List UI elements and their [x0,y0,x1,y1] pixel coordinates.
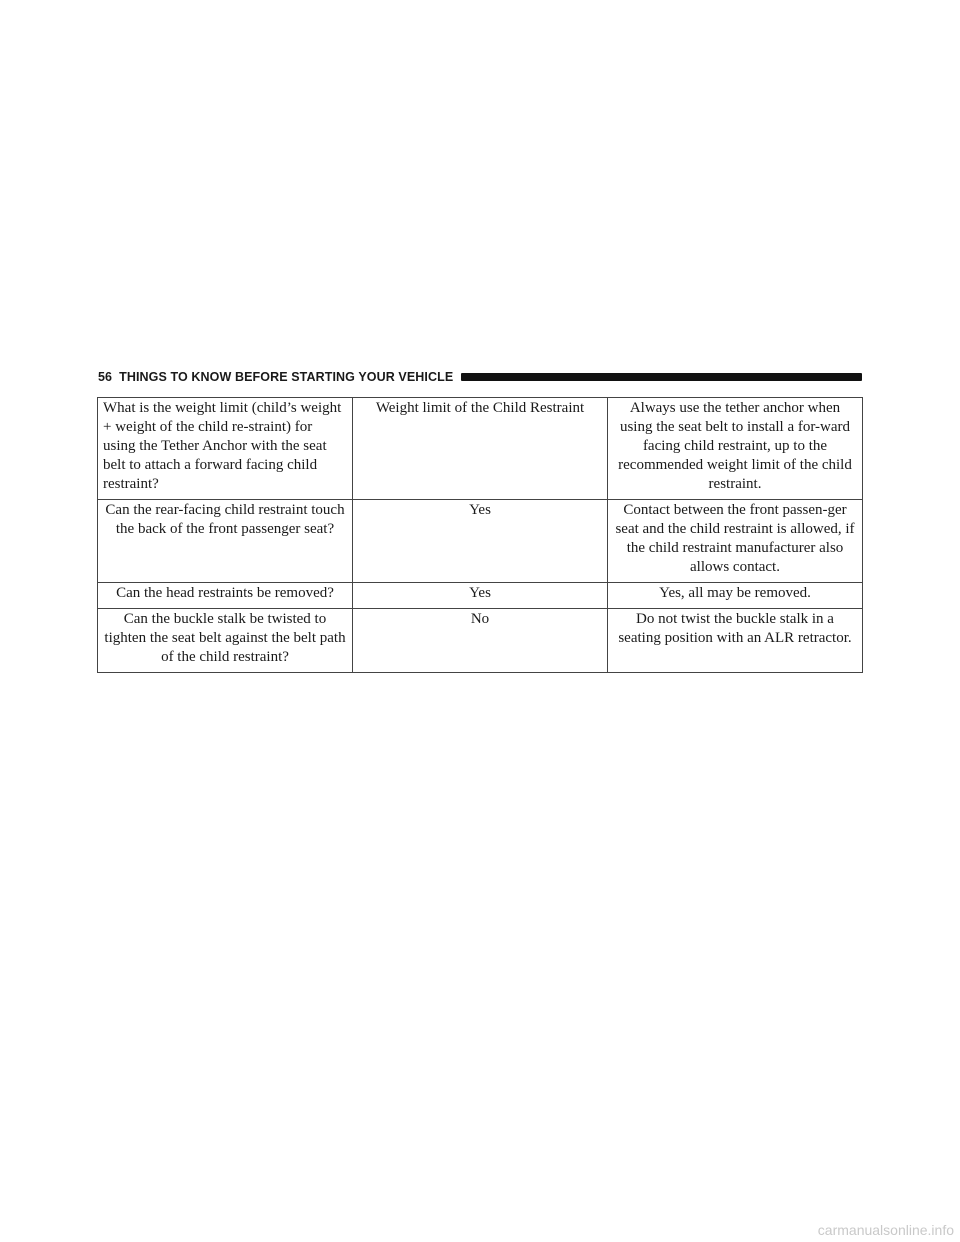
watermark: carmanualsonline.info [817,1222,954,1238]
notes-cell: Contact between the front passen-ger seat and the child restraint is allowed, if the child restraint manufacturer also allows contact. [608,500,863,583]
table-row [98,398,863,500]
question-cell: Can the buckle stalk be twisted to tighten the seat belt against the belt path of the child restraint? [98,609,353,673]
header-rule [461,373,862,381]
notes-cell: Yes, all may be removed. [608,583,863,609]
table-row [98,583,863,609]
section-title: THINGS TO KNOW BEFORE STARTING YOUR VEHICLE [119,370,454,384]
notes-cell: Always use the tether anchor when using the seat belt to install a for-ward facing child restraint, up to the recommended weight limit of the child restraint. [608,398,863,500]
question-cell: What is the weight limit (child’s weight + weight of the child re-straint) for using the Tether Anchor with the seat belt to attach a forward facing child restraint? [98,398,353,500]
table-row [98,500,863,583]
table-row [98,609,863,673]
question-cell: Can the rear-facing child restraint touch the back of the front passenger seat? [98,500,353,583]
page-number: 56 [98,370,113,384]
answer-cell: Weight limit of the Child Restraint [353,398,608,500]
answer-cell: Yes [353,583,608,609]
child-restraint-table [97,397,863,673]
question-cell: Can the head restraints be removed? [98,583,353,609]
notes-cell: Do not twist the buckle stalk in a seating position with an ALR retractor. [608,609,863,673]
answer-cell: Yes [353,500,608,583]
answer-cell: No [353,609,608,673]
page-header [98,367,862,387]
